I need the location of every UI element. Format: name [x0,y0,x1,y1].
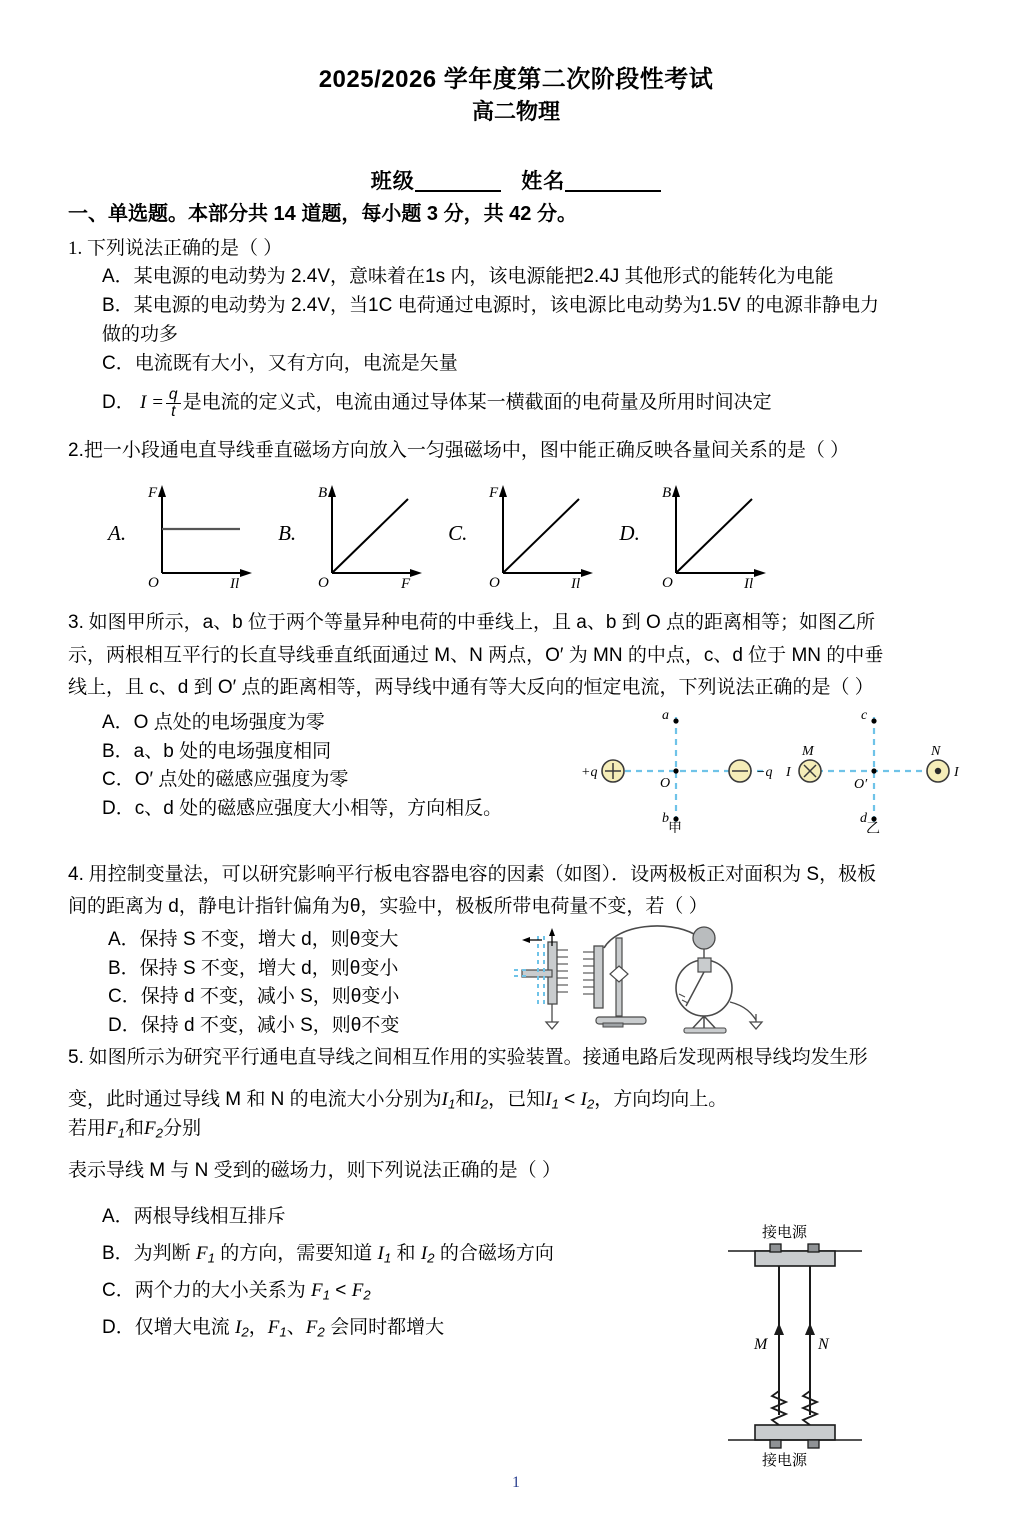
question-4 [68,861,964,890]
question-4-stem-line2: 间的距离为 d，静电计指针偏角为θ，实验中，极板所带电荷量不变，若（ ） [68,896,708,918]
question-3-body [68,709,964,839]
section-heading: 一、单选题。本部分共 14 道题，每小题 3 分，共 42 分。 [68,202,577,225]
class-label: 班级 [370,169,415,193]
current-formula-fraction [166,387,181,421]
question-3-number: 3. [68,612,84,634]
page-subtitle: 高二物理 [471,99,560,125]
question-2-stem [68,440,849,461]
page-number: 1 [512,1474,520,1491]
question-3-stem-line3: 线上，且 c、d 到 O′ 点的距离相等，两导线中通有等大反向的恒定电流，下列说法正确的是（ ） [68,677,874,699]
figure-yi [786,705,986,838]
question-3-option-a: A．O 点处的电场强度为零 [102,711,325,733]
question-5 [68,1044,964,1073]
question-4-number: 4. [68,863,84,885]
top-power-label: 接电源 [762,1224,808,1241]
question-1-option-b-cont: 做的功多 [102,324,179,346]
svg-text:B: B [318,485,328,502]
graph-d-label: D. [619,520,640,545]
question-3-option-c: C．O′ 点处的磁感应强度为零 [102,769,349,791]
svg-text:a: a [662,707,669,723]
svg-text:B: B [661,485,672,502]
class-blank[interactable] [415,190,501,192]
svg-text:O: O [489,575,501,590]
graph-a [130,477,260,589]
svg-text:O′: O′ [854,776,868,792]
bottom-power-label: 接电源 [762,1452,808,1469]
question-4-stem-line1: 用控制变量法，可以研究影响平行板电容器电容的因素（如图）．设两极板正对面积为 S，极板 [88,863,877,885]
q5-l2-f: 分别 [163,1117,202,1139]
question-3-option-d: D．c、d 处的磁感应强度大小相等，方向相反。 [102,798,503,820]
question-1-option-d [68,387,964,421]
exam-page [0,64,1032,1520]
option-d-letter: D． [102,391,135,413]
question-2-graph-row [68,477,964,589]
svg-text:F: F [401,576,411,590]
formula-numerator: q [168,385,178,403]
graph-b [300,477,430,589]
question-5-number: 5. [68,1046,84,1068]
question-2 [68,437,964,466]
svg-text:N: N [931,743,941,759]
svg-text:−q: −q [756,764,773,780]
graph-c [471,477,601,589]
question-1-option-b: B．某电源的电动势为 2.4V，当1C 电荷通过电源时，该电源比电动势为1.5V 的电源非静电力 [102,295,879,317]
graph-b-label: B. [278,520,297,545]
svg-text:O: O [318,575,329,590]
wire-m-label: M [754,1336,768,1353]
student-info-line [68,165,964,195]
question-5-option-b: B．为判断 $F_1$ 的方向，需要知道 $I_1$ 和 $I_2$ 的合磁场方向 [102,1243,554,1266]
figure-parallel-wires [700,1219,890,1474]
svg-text:Il: Il [230,576,240,590]
page-title: 2025/2026 学年度第二次阶段性考试 [318,66,714,93]
svg-text:乙: 乙 [866,819,880,833]
question-1-option-c: C．电流既有大小，又有方向，电流是矢量 [102,353,458,375]
question-5-stem-line1: 如图所示为研究平行通电直导线之间相互作用的实验装置。接通电路后发现两根导线均发生形 [88,1046,868,1068]
svg-text:F: F [148,485,158,502]
svg-text:Il: Il [571,576,581,590]
svg-text:甲: 甲 [668,819,682,833]
question-1-stem: 下列说法正确的是（ ） [87,237,283,259]
current-formula-lhs: I = [140,391,164,413]
q5-l2-b: 和 [455,1089,475,1111]
svg-text:I: I [786,764,791,780]
question-1-option-d-text: 是电流的定义式，电流由通过导体某一横截面的电荷量及所用时间决定 [182,391,772,413]
question-3-option-b: B．a、b 处的电场强度相同 [102,740,332,762]
svg-text:d: d [860,810,867,826]
question-5-option-c: C．两个力的大小关系为 $F_1 < F_2$ [102,1280,371,1303]
question-3 [68,609,964,638]
question-5-stem-line3: 表示导线 M 与 N 受到的磁场力，则下列说法正确的是（ ） [68,1160,561,1182]
question-1-option-a: A．某电源的电动势为 2.4V，意味着在1s 内，该电源能把2.4J 其他形式的能转化为电能 [102,266,834,288]
svg-text:F: F [489,485,499,502]
graph-c-label: C. [448,520,468,545]
q2-num: 2. [68,439,84,461]
question-4-option-d: D．保持 d 不变，减小 S，则θ不变 [108,1015,400,1037]
question-1 [68,235,964,264]
graph-d [644,477,774,589]
svg-text:O: O [148,575,159,590]
svg-text:b: b [662,810,669,826]
svg-text:I: I [954,764,959,780]
q5-l2-d: ，方向均向上。若用 [68,1089,728,1139]
wire-n-label: N [818,1336,829,1353]
question-4-option-b: B．保持 S 不变，增大 d，则θ变小 [108,957,399,979]
q5-l2-c: ，已知 [488,1089,546,1111]
question-5-option-a: A．两根导线相互排斥 [102,1205,286,1227]
question-4-option-c: C．保持 d 不变，减小 S，则θ变小 [108,986,400,1008]
name-blank[interactable] [565,190,661,192]
graph-a-label: A. [108,520,127,545]
svg-text:O: O [660,775,671,791]
q2-text: 把一小段通电直导线垂直磁场方向放入一匀强磁场中，图中能正确反映各量间关系的是（ ） [83,439,850,461]
question-5-option-d: D．仅增大电流 $I_2$，$F_1$、$F_2$ 会同时都增大 [102,1317,445,1340]
question-3-stem-line2: 示，两根相互平行的长直导线垂直纸面通过 M、N 两点，O′ 为 MN 的中点，c、d 位于 MN 的中垂 [68,644,884,666]
question-4-option-a: A．保持 S 不变，增大 d，则θ变大 [108,928,399,950]
question-4-body [68,926,964,1036]
q5-l2-e: 和 [125,1117,145,1139]
question-1-number: 1. [68,237,83,259]
question-3-stem-line1: 如图甲所示，a、b 位于两个等量异种电荷的中垂线上，且 a、b 到 O 点的距离相等；如图乙所 [88,612,876,634]
svg-text:O: O [661,575,673,590]
formula-denominator: t [166,403,181,420]
figure-capacitor-apparatus [508,918,808,1041]
svg-text:Il: Il [743,576,754,590]
svg-text:c: c [861,707,868,723]
q5-l2-a: 变，此时通过导线 M 和 N 的电流大小分别为 [68,1089,442,1111]
figure-jia [568,705,783,838]
name-label: 姓名 [521,169,566,193]
question-5-stem-line2: 变，此时通过导线 M 和 N 的电流大小分别为$I_1$和$I_2$，已知$I_1 < I_2$，方向均向上。若用$F_1$和$F_2$分别 [68,1089,728,1141]
svg-text:+q: +q [581,764,598,780]
svg-text:M: M [802,743,814,759]
